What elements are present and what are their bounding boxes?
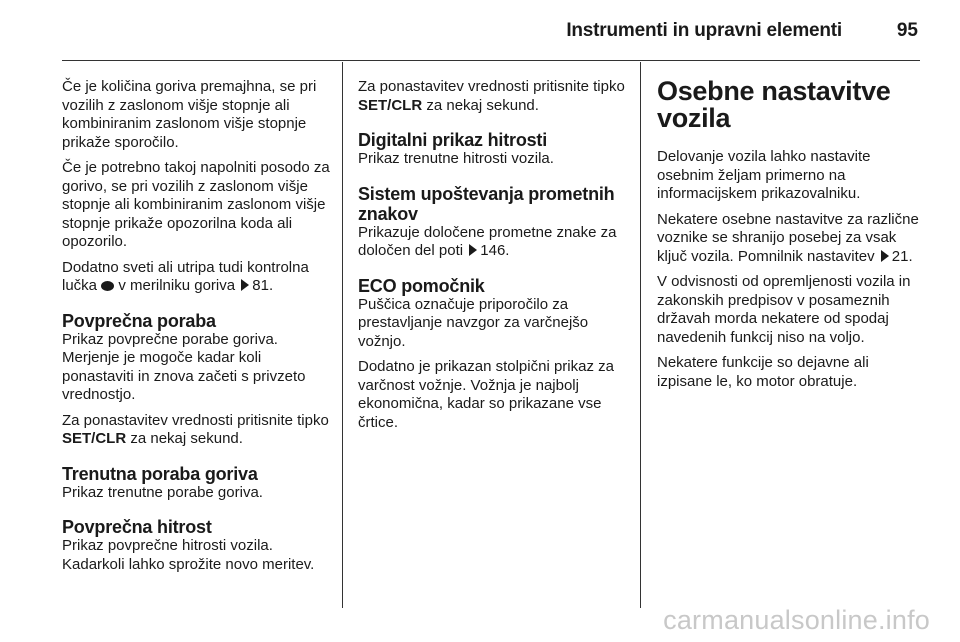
text-span: Nekatere osebne nastavitve za različne voznike se shranijo posebej za vsak ključ vozila. Pomnilnik nastavitev <box>657 210 919 265</box>
text-span: v merilniku goriva <box>118 277 236 294</box>
page-reference: 146. <box>480 242 510 259</box>
section-heading-average-consumption: Povprečna poraba <box>62 310 216 331</box>
paragraph <box>62 412 330 449</box>
column-divider <box>342 62 343 608</box>
paragraph <box>358 78 626 115</box>
paragraph: Prikaz povprečne hitrosti vozila. Kadarkoli lahko sprožite novo meritev. <box>62 537 315 573</box>
section-heading-current-consumption: Trenutna poraba goriva <box>62 463 258 484</box>
text-span: Prikazuje določene prometne znake za določen del poti <box>358 223 617 259</box>
paragraph <box>657 211 925 267</box>
page-reference-arrow-icon <box>469 244 477 256</box>
text-span: Dodatno sveti ali utripa tudi kontrolna lučka <box>62 258 309 294</box>
section-heading-eco: ECO pomočnik <box>358 275 485 296</box>
page-reference-arrow-icon <box>881 250 889 262</box>
page-reference-arrow-icon <box>241 279 249 291</box>
page-number: 95 <box>896 20 918 41</box>
column-middle <box>358 78 626 439</box>
column-right <box>657 78 925 398</box>
paragraph: Prikaz trenutne hitrosti vozila. <box>358 150 554 167</box>
watermark: carmanualsonline.info <box>663 605 930 635</box>
paragraph: Puščica označuje priporočilo za prestavljanje navzgor za varčnejšo vožnjo. <box>358 295 589 350</box>
text-span: za nekaj sekund. <box>426 96 539 114</box>
paragraph: Prikaz povprečne porabe goriva. Merjenje je mogoče kadar koli ponastaviti in znova začeti s privzeto vrednostjo. <box>62 330 306 403</box>
paragraph: V odvisnosti od opremljenosti vozila in zakonskih predpisov v posameznih državah morda nekatere od spodaj navedenih funkcij niso na voljo. <box>657 273 911 346</box>
paragraph: Delovanje vozila lahko nastavite osebnim željam primerno na informacijskem prikazovalniku. <box>657 148 871 202</box>
text-span: za nekaj sekund. <box>130 430 243 447</box>
text-span: Za ponastavitev vrednosti pritisnite tipko <box>358 78 625 95</box>
paragraph <box>358 224 626 261</box>
paragraph: Če je potrebno takoj napolniti posodo za gorivo, se pri vozilih z zaslonom višje stopnje ali kombiniranim zaslonom višje stopnje prikaže opozorilna koda ali opozorilo. <box>62 159 330 250</box>
fuel-warning-lamp-icon <box>101 281 114 291</box>
key-name: SET/CLR <box>358 96 423 114</box>
paragraph: Dodatno je prikazan stolpični prikaz za varčnost vožnje. Vožnja je najbolj ekonomična, kadar so prikazane vse črtice. <box>358 358 614 431</box>
paragraph <box>62 259 330 296</box>
section-heading-traffic-sign: Sistem upoštevanja prometnih znakov <box>358 183 615 224</box>
page-reference: 21. <box>891 247 913 265</box>
paragraph: Prikaz trenutne porabe goriva. <box>62 483 263 501</box>
column-divider <box>640 62 641 608</box>
paragraph: Če je količina goriva premajhna, se pri vozilih z zaslonom višje stopnje ali kombiniranim zaslonom višje stopnje prikaže sporočilo. <box>62 78 317 151</box>
section-heading-digital-speed: Digitalni prikaz hitrosti <box>358 130 548 150</box>
text-span: Za ponastavitev vrednosti pritisnite tipko <box>62 411 329 429</box>
chapter-title: Osebne nastavitve vozila <box>657 76 891 133</box>
page-header <box>62 0 920 61</box>
page-reference: 81. <box>252 277 274 294</box>
key-name: SET/CLR <box>62 430 127 447</box>
paragraph: Nekatere funkcije so dejavne ali izpisane le, ko motor obratuje. <box>657 354 869 390</box>
section-heading-average-speed: Povprečna hitrost <box>62 517 212 537</box>
running-title: Instrumenti in upravni elementi <box>566 20 842 41</box>
column-left <box>62 78 330 581</box>
